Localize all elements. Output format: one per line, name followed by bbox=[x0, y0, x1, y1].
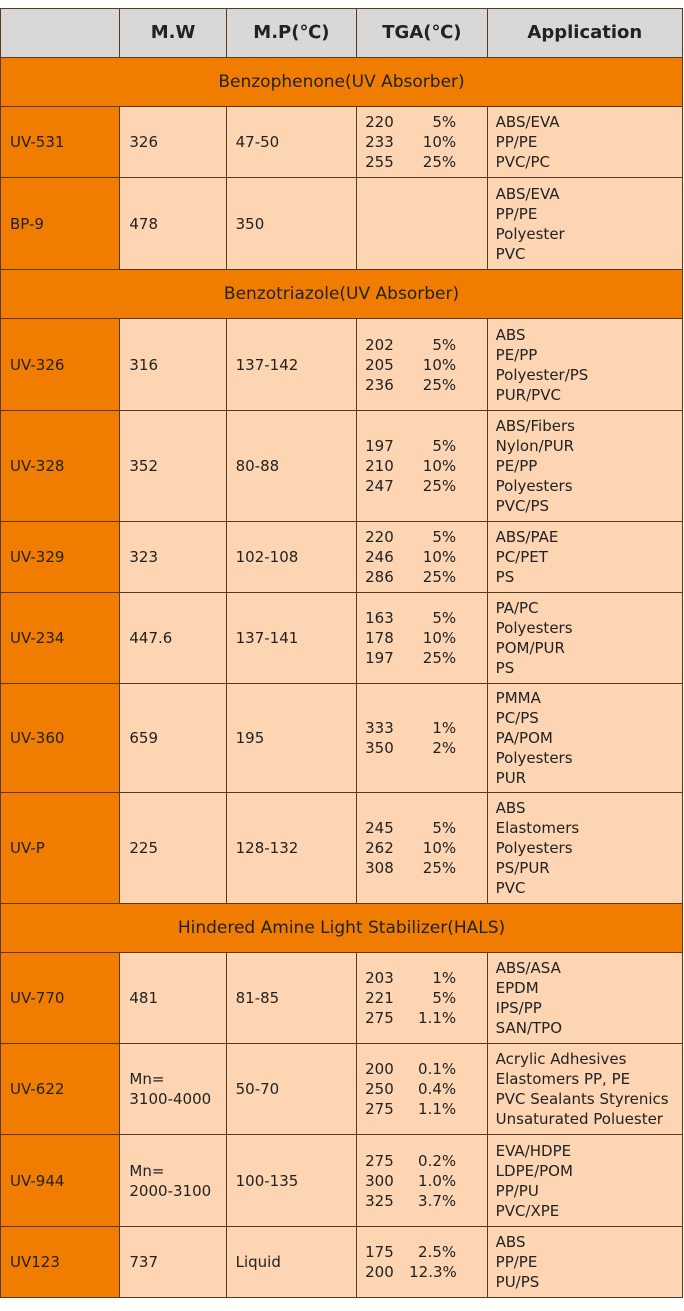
tga-temperature: 233 bbox=[365, 133, 394, 151]
application-item: PU/PS bbox=[495, 1273, 540, 1291]
application-item: Polyester bbox=[495, 224, 565, 243]
tga-weight-loss: 5% bbox=[432, 989, 457, 1007]
application-item: PUR/PVC bbox=[495, 385, 561, 404]
application-item: Polyester/PS bbox=[495, 365, 589, 384]
application-item: PVC/XPE bbox=[495, 1201, 560, 1220]
tga-cell bbox=[357, 319, 488, 411]
table-row bbox=[1, 107, 683, 178]
molecular-weight-line: Mn= bbox=[129, 1161, 165, 1180]
application-item: PS bbox=[495, 659, 515, 677]
molecular-weight-line: 737 bbox=[129, 1253, 159, 1271]
table-row bbox=[1, 953, 683, 1044]
tga-weight-loss: 0.4% bbox=[418, 1080, 457, 1098]
tga-cell bbox=[357, 1044, 488, 1135]
tga-weight-loss: 25% bbox=[422, 649, 457, 667]
application-item: EPDM bbox=[495, 979, 539, 997]
tga-cell bbox=[357, 522, 488, 593]
molecular-weight-cell bbox=[120, 1044, 226, 1135]
tga-weight-loss: 5% bbox=[432, 437, 457, 455]
header-blank bbox=[1, 9, 120, 58]
tga-cell bbox=[357, 793, 488, 904]
header-mp: M.P(℃) bbox=[226, 9, 357, 58]
application-item: Elastomers bbox=[495, 819, 580, 837]
product-name: UV-329 bbox=[1, 522, 120, 593]
table-row bbox=[1, 522, 683, 593]
tga-line bbox=[365, 527, 487, 547]
application-item: PE/PP bbox=[495, 345, 538, 364]
application-item: PA/POM bbox=[495, 729, 553, 747]
tga-line bbox=[365, 436, 487, 456]
tga-temperature: 250 bbox=[365, 1080, 394, 1098]
tga-line bbox=[365, 132, 487, 152]
tga-line bbox=[365, 738, 487, 758]
tga-temperature: 325 bbox=[365, 1191, 394, 1210]
melting-point: Liquid bbox=[226, 1227, 357, 1298]
application-cell bbox=[487, 178, 682, 270]
section-title: Benzotriazole(UV Absorber) bbox=[1, 270, 683, 319]
product-name: UV-360 bbox=[1, 684, 120, 793]
melting-point: 47-50 bbox=[226, 107, 357, 178]
melting-point: 195 bbox=[226, 684, 357, 793]
application-item: PC/PS bbox=[495, 709, 539, 727]
application-item: PUR bbox=[495, 769, 527, 787]
tga-weight-loss: 1.1% bbox=[418, 1100, 457, 1118]
tga-weight-loss: 5% bbox=[432, 609, 457, 627]
tga-temperature: 197 bbox=[365, 649, 394, 667]
tga-line bbox=[365, 608, 487, 628]
tga-line bbox=[365, 547, 487, 567]
molecular-weight-line: Mn= bbox=[129, 1070, 165, 1088]
tga-cell bbox=[357, 684, 488, 793]
tga-temperature: 300 bbox=[365, 1171, 394, 1190]
tga-weight-loss: 5% bbox=[432, 528, 457, 546]
table-row bbox=[1, 319, 683, 411]
tga-weight-loss: 25% bbox=[422, 859, 457, 877]
tga-weight-loss: 3.7% bbox=[418, 1191, 457, 1210]
application-item: PS bbox=[495, 568, 515, 586]
tga-line bbox=[365, 988, 487, 1008]
table-row bbox=[1, 793, 683, 904]
tga-temperature: 275 bbox=[365, 1009, 394, 1027]
tga-weight-loss: 0.2% bbox=[418, 1151, 457, 1170]
tga-temperature: 350 bbox=[365, 739, 394, 757]
tga-weight-loss: 1% bbox=[432, 969, 457, 987]
header-row bbox=[1, 9, 683, 58]
application-cell bbox=[487, 684, 682, 793]
molecular-weight-cell bbox=[120, 411, 226, 522]
tga-weight-loss: 25% bbox=[422, 568, 457, 586]
melting-point: 80-88 bbox=[226, 411, 357, 522]
product-name: BP-9 bbox=[1, 178, 120, 270]
product-name: UV123 bbox=[1, 1227, 120, 1298]
tga-line bbox=[365, 567, 487, 587]
stabilizer-table bbox=[0, 8, 683, 1298]
tga-temperature: 197 bbox=[365, 437, 394, 455]
tga-line bbox=[365, 1191, 487, 1211]
tga-line bbox=[365, 112, 487, 132]
application-cell bbox=[487, 1227, 682, 1298]
tga-cell bbox=[357, 1135, 488, 1227]
tga-weight-loss: 1.1% bbox=[418, 1009, 457, 1027]
application-item: PMMA bbox=[495, 689, 541, 707]
table-row bbox=[1, 1227, 683, 1298]
tga-temperature: 205 bbox=[365, 355, 394, 374]
tga-temperature: 221 bbox=[365, 989, 394, 1007]
tga-temperature: 175 bbox=[365, 1243, 394, 1261]
application-item: PVC Sealants Styrenics bbox=[495, 1090, 669, 1108]
tga-line bbox=[365, 355, 487, 375]
application-item: Polyesters bbox=[495, 749, 573, 767]
tga-temperature: 333 bbox=[365, 719, 394, 737]
tga-weight-loss: 25% bbox=[422, 153, 457, 171]
melting-point: 128-132 bbox=[226, 793, 357, 904]
tga-weight-loss: 1.0% bbox=[418, 1171, 457, 1190]
molecular-weight-line: 481 bbox=[129, 989, 159, 1007]
table-row bbox=[1, 1044, 683, 1135]
molecular-weight-cell bbox=[120, 319, 226, 411]
application-item: Polyesters bbox=[495, 839, 573, 857]
application-item: PE/PP bbox=[495, 457, 538, 475]
tga-line bbox=[365, 1171, 487, 1191]
molecular-weight-cell bbox=[120, 107, 226, 178]
tga-line bbox=[365, 152, 487, 172]
application-item: Acrylic Adhesives bbox=[495, 1050, 627, 1068]
melting-point: 102-108 bbox=[226, 522, 357, 593]
application-item: Unsaturated Poluester bbox=[495, 1110, 663, 1128]
tga-cell bbox=[357, 593, 488, 684]
product-name: UV-770 bbox=[1, 953, 120, 1044]
tga-line bbox=[365, 335, 487, 355]
product-name: UV-P bbox=[1, 793, 120, 904]
tga-temperature: 275 bbox=[365, 1100, 394, 1118]
molecular-weight-line: 225 bbox=[129, 839, 159, 857]
tga-line bbox=[365, 1242, 487, 1262]
molecular-weight-line: 323 bbox=[129, 548, 159, 566]
molecular-weight-line: 447.6 bbox=[129, 629, 173, 647]
tga-weight-loss: 12.3% bbox=[409, 1263, 457, 1281]
application-item: PP/PU bbox=[495, 1181, 539, 1200]
tga-weight-loss: 2% bbox=[432, 739, 457, 757]
tga-temperature: 202 bbox=[365, 335, 394, 354]
section-row bbox=[1, 904, 683, 953]
table-row bbox=[1, 1135, 683, 1227]
application-item: POM/PUR bbox=[495, 639, 565, 657]
tga-temperature: 178 bbox=[365, 629, 394, 647]
section-row bbox=[1, 58, 683, 107]
tga-weight-loss: 10% bbox=[422, 548, 457, 566]
tga-weight-loss: 2.5% bbox=[418, 1243, 457, 1261]
product-name: UV-622 bbox=[1, 1044, 120, 1135]
tga-line bbox=[365, 1151, 487, 1171]
header-mw: M.W bbox=[120, 9, 226, 58]
tga-line bbox=[365, 1079, 487, 1099]
table-body bbox=[1, 58, 683, 1298]
application-item: PVC bbox=[495, 244, 526, 263]
molecular-weight-cell bbox=[120, 1135, 226, 1227]
tga-weight-loss: 5% bbox=[432, 335, 457, 354]
molecular-weight-cell bbox=[120, 684, 226, 793]
product-name: UV-944 bbox=[1, 1135, 120, 1227]
tga-cell bbox=[357, 1227, 488, 1298]
tga-weight-loss: 0.1% bbox=[418, 1060, 457, 1078]
section-title: Hindered Amine Light Stabilizer(HALS) bbox=[1, 904, 683, 953]
table-row bbox=[1, 684, 683, 793]
tga-weight-loss: 10% bbox=[422, 629, 457, 647]
application-item: PP/PE bbox=[495, 133, 538, 151]
tga-line bbox=[365, 968, 487, 988]
tga-weight-loss: 10% bbox=[422, 355, 457, 374]
section-title: Benzophenone(UV Absorber) bbox=[1, 58, 683, 107]
tga-line bbox=[365, 818, 487, 838]
application-cell bbox=[487, 953, 682, 1044]
header-tga: TGA(℃) bbox=[357, 9, 488, 58]
application-cell bbox=[487, 593, 682, 684]
tga-line bbox=[365, 456, 487, 476]
application-item: ABS/EVA bbox=[495, 184, 560, 203]
tga-line bbox=[365, 858, 487, 878]
tga-temperature: 163 bbox=[365, 609, 394, 627]
molecular-weight-line: 3100-4000 bbox=[129, 1090, 212, 1108]
application-item: SAN/TPO bbox=[495, 1019, 563, 1037]
tga-line bbox=[365, 628, 487, 648]
application-cell bbox=[487, 793, 682, 904]
application-item: PP/PE bbox=[495, 204, 538, 223]
tga-temperature: 236 bbox=[365, 375, 394, 394]
tga-temperature: 247 bbox=[365, 477, 394, 495]
molecular-weight-line: 316 bbox=[129, 355, 159, 374]
tga-weight-loss: 1% bbox=[432, 719, 457, 737]
molecular-weight-line: 478 bbox=[129, 214, 159, 233]
application-item: Polyesters bbox=[495, 477, 573, 495]
application-item: ABS/ASA bbox=[495, 959, 561, 977]
molecular-weight-cell bbox=[120, 953, 226, 1044]
product-name: UV-326 bbox=[1, 319, 120, 411]
product-name: UV-234 bbox=[1, 593, 120, 684]
product-name: UV-328 bbox=[1, 411, 120, 522]
tga-weight-loss: 10% bbox=[422, 839, 457, 857]
application-cell bbox=[487, 1044, 682, 1135]
melting-point: 100-135 bbox=[226, 1135, 357, 1227]
molecular-weight-cell bbox=[120, 793, 226, 904]
tga-line bbox=[365, 476, 487, 496]
application-item: EVA/HDPE bbox=[495, 1141, 572, 1160]
application-item: ABS bbox=[495, 325, 526, 344]
melting-point: 137-142 bbox=[226, 319, 357, 411]
application-cell bbox=[487, 411, 682, 522]
molecular-weight-line: 2000-3100 bbox=[129, 1181, 212, 1200]
tga-temperature: 275 bbox=[365, 1151, 394, 1170]
tga-temperature: 220 bbox=[365, 528, 394, 546]
tga-temperature: 210 bbox=[365, 457, 394, 475]
application-item: Elastomers PP, PE bbox=[495, 1070, 631, 1088]
application-item: IPS/PP bbox=[495, 999, 542, 1017]
tga-cell bbox=[357, 178, 488, 270]
application-item: ABS/Fibers bbox=[495, 417, 575, 435]
tga-weight-loss: 10% bbox=[422, 457, 457, 475]
table-row bbox=[1, 178, 683, 270]
melting-point: 81-85 bbox=[226, 953, 357, 1044]
application-item: PVC/PS bbox=[495, 497, 550, 515]
tga-temperature: 200 bbox=[365, 1060, 394, 1078]
table-row bbox=[1, 411, 683, 522]
application-cell bbox=[487, 1135, 682, 1227]
application-item: ABS/PAE bbox=[495, 528, 559, 546]
tga-temperature: 262 bbox=[365, 839, 394, 857]
molecular-weight-cell bbox=[120, 522, 226, 593]
tga-line bbox=[365, 648, 487, 668]
molecular-weight-cell bbox=[120, 593, 226, 684]
header-application: Application bbox=[487, 9, 682, 58]
application-cell bbox=[487, 522, 682, 593]
melting-point: 350 bbox=[226, 178, 357, 270]
application-item: ABS bbox=[495, 1233, 526, 1251]
tga-cell bbox=[357, 107, 488, 178]
tga-line bbox=[365, 1099, 487, 1119]
tga-weight-loss: 5% bbox=[432, 113, 457, 131]
tga-weight-loss: 25% bbox=[422, 375, 457, 394]
molecular-weight-cell bbox=[120, 178, 226, 270]
application-item: PC/PET bbox=[495, 548, 548, 566]
application-item: LDPE/POM bbox=[495, 1161, 573, 1180]
table-row bbox=[1, 593, 683, 684]
tga-line bbox=[365, 838, 487, 858]
tga-temperature: 245 bbox=[365, 819, 394, 837]
application-item: Nylon/PUR bbox=[495, 437, 575, 455]
molecular-weight-line: 659 bbox=[129, 729, 159, 747]
tga-temperature: 246 bbox=[365, 548, 394, 566]
melting-point: 137-141 bbox=[226, 593, 357, 684]
product-name: UV-531 bbox=[1, 107, 120, 178]
molecular-weight-line: 326 bbox=[129, 133, 159, 151]
tga-temperature: 203 bbox=[365, 969, 394, 987]
tga-cell bbox=[357, 411, 488, 522]
tga-line bbox=[365, 1059, 487, 1079]
molecular-weight-line: 352 bbox=[129, 457, 159, 475]
application-cell bbox=[487, 107, 682, 178]
tga-temperature: 255 bbox=[365, 153, 394, 171]
tga-temperature: 308 bbox=[365, 859, 394, 877]
tga-line bbox=[365, 718, 487, 738]
tga-temperature: 220 bbox=[365, 113, 394, 131]
application-item: ABS bbox=[495, 799, 526, 817]
application-cell bbox=[487, 319, 682, 411]
application-item: ABS/EVA bbox=[495, 113, 560, 131]
molecular-weight-cell bbox=[120, 1227, 226, 1298]
section-row bbox=[1, 270, 683, 319]
tga-weight-loss: 10% bbox=[422, 133, 457, 151]
tga-line bbox=[365, 1008, 487, 1028]
application-item: Polyesters bbox=[495, 619, 573, 637]
application-item: PP/PE bbox=[495, 1253, 538, 1271]
tga-weight-loss: 5% bbox=[432, 819, 457, 837]
tga-weight-loss: 25% bbox=[422, 477, 457, 495]
tga-temperature: 200 bbox=[365, 1263, 394, 1281]
tga-cell bbox=[357, 953, 488, 1044]
application-item: PA/PC bbox=[495, 599, 539, 617]
application-item: PS/PUR bbox=[495, 859, 550, 877]
melting-point: 50-70 bbox=[226, 1044, 357, 1135]
tga-line bbox=[365, 375, 487, 395]
tga-line bbox=[365, 1262, 487, 1282]
application-item: PVC/PC bbox=[495, 153, 551, 171]
tga-temperature: 286 bbox=[365, 568, 394, 586]
application-item: PVC bbox=[495, 879, 526, 897]
